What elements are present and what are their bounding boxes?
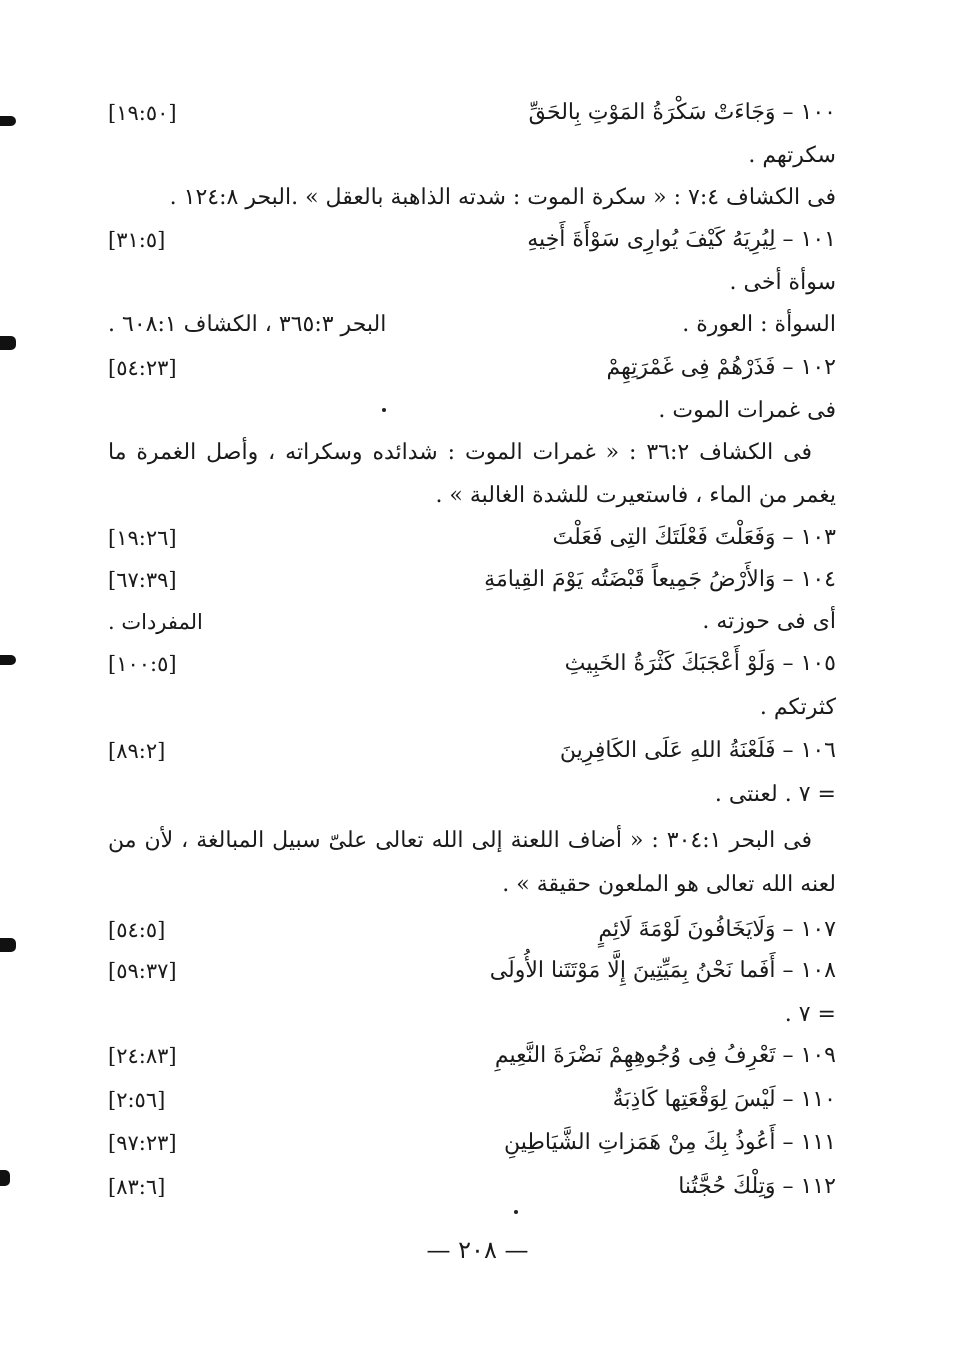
verse-line-109	[108, 1037, 836, 1075]
verse-line-100	[108, 94, 836, 132]
page-number: — ٢٠٨ —	[426, 1236, 529, 1264]
verse-reference: [١٩:٥٠]	[108, 101, 177, 125]
verse-line-101	[108, 221, 836, 259]
verse-reference: [٨٩:٢]	[108, 739, 166, 763]
gloss-text: فى غمرات الموت .	[658, 398, 836, 423]
commentary-sources: البحر ٣٦٥:٣ ، الكشاف ٦٠٨:١ .	[108, 312, 387, 337]
verse-reference: [٦٧:٣٩]	[108, 568, 177, 592]
gloss-text: = ٧ .	[784, 1002, 836, 1027]
verse-line-112	[108, 1168, 836, 1206]
verse-text: ١٠٤ – وَالأَرْضُ جَمِيعاً قَبْضَتُه يَوْمَ القِيامَةِ	[484, 567, 836, 592]
verse-reference: [٨٣:٦]	[108, 1175, 166, 1199]
verse-reference: [٥٤:٢٣]	[108, 356, 177, 380]
verse-line-108	[108, 952, 836, 990]
verse-reference: [٢:٥٦]	[108, 1088, 166, 1112]
gloss-line	[108, 689, 836, 727]
scan-edge-mark	[0, 336, 16, 350]
commentary-text: فى البحر ٣٠٤:١ : « أضاف اللعنة إلى الله تعالى علىّ سبيل المبالغة ، لأن من	[108, 828, 813, 853]
gloss-text: سوأة أخى .	[729, 270, 836, 295]
verse-line-102	[108, 349, 836, 387]
verse-text: ١٠٦ – فَلَعْنَةُ اللهِ عَلَى الكَافِرِينَ	[559, 738, 836, 763]
verse-line-105	[108, 645, 836, 683]
verse-line-111	[108, 1124, 836, 1162]
commentary-text: السوأة : العورة .	[682, 312, 836, 337]
verse-reference: [٣١:٥]	[108, 228, 166, 252]
verse-reference: [٢٤:٨٣]	[108, 1044, 177, 1068]
scan-edge-mark	[0, 116, 16, 126]
commentary-text: فى الكشاف ٧:٤ : « سكرة الموت : شدته الذاهبة بالعقل » .البحر ١٢٤:٨ .	[169, 185, 836, 210]
gloss-line	[108, 392, 836, 430]
commentary-line	[108, 822, 836, 860]
scan-edge-mark	[0, 938, 16, 952]
gloss-text: أى فى حوزته .	[702, 609, 836, 634]
commentary-line	[108, 477, 836, 515]
commentary-line	[108, 866, 836, 904]
verse-reference: [٥٩:٣٧]	[108, 959, 177, 983]
commentary-text: لعنه الله تعالى هو الملعون حقيقة » .	[502, 872, 836, 897]
verse-text: ١١١ – أَعُوذُ بِكَ مِنْ هَمَزاتِ الشَّيَاطِينِ	[504, 1130, 836, 1155]
scan-speck	[514, 1210, 518, 1214]
verse-text: ١١٢ – وَتِلْكَ حُجَّتُنا	[678, 1174, 836, 1199]
gloss-line	[108, 776, 836, 814]
verse-text: ١٠٧ – وَلَايَخَافُونَ لَوْمَةَ لَائِمٍ	[598, 917, 836, 942]
gloss-line	[108, 264, 836, 302]
verse-line-103	[108, 519, 836, 557]
verse-text: ١٠٣ – وَفَعَلْتَ فَعْلَتَكَ التِى فَعَلْتَ	[552, 525, 836, 550]
verse-line-104	[108, 561, 836, 599]
verse-reference: [٩٧:٢٣]	[108, 1131, 177, 1155]
gloss-line	[108, 603, 836, 641]
commentary-line	[108, 434, 836, 472]
scan-speck	[382, 408, 386, 412]
verse-text: ١٠٨ – أَفَما نَحْنُ بِمَيِّتِينَ إِلَّا مَوْتَتَنا الأُولَى	[489, 958, 836, 983]
scan-edge-mark	[0, 1170, 10, 1186]
verse-text: ١٠٥ – وَلَوْ أَعْجَبَكَ كَثْرَةُ الخَبِيثِ	[564, 651, 836, 676]
verse-line-106	[108, 732, 836, 770]
commentary-line	[108, 179, 860, 217]
gloss-line	[108, 996, 836, 1034]
verse-reference: [٥٤:٥]	[108, 918, 166, 942]
gloss-text: كثرتكم .	[759, 695, 836, 720]
gloss-text: سكرتهم .	[748, 143, 836, 168]
gloss-source: المفردات .	[108, 610, 203, 634]
scan-edge-mark	[0, 655, 16, 665]
verse-line-107	[108, 911, 836, 949]
verse-text: ١٠٢ – فَذَرْهُمْ فِى غَمْرَتِهِمْ	[606, 355, 836, 380]
verse-line-110	[108, 1081, 836, 1119]
verse-reference: [١٠٠:٥]	[108, 652, 177, 676]
verse-reference: [١٩:٢٦]	[108, 526, 177, 550]
verse-text: ١١٠ – لَيْسَ لِوَقْعَتِها كَاذِبَةٌ	[612, 1087, 836, 1112]
commentary-line	[108, 306, 836, 344]
gloss-text: = ٧ . لعنتى .	[714, 782, 836, 807]
verse-text: ١٠٩ – تَعْرِفُ فِى وُجُوهِهِمْ نَضْرَةَ النَّعِيمِ	[494, 1043, 836, 1068]
commentary-text: يغمر من الماء ، فاستعيرت للشدة الغالبة » .	[435, 483, 836, 508]
gloss-line	[108, 137, 836, 175]
commentary-text: فى الكشاف ٣٦:٢ : « غمرات الموت : شدائده وسكراته ، وأصل الغمرة ما	[108, 440, 812, 465]
verse-text: ١٠٠ – وَجَاءَتْ سَكْرَةُ المَوْتِ بِالحَقِّ	[528, 100, 836, 125]
verse-text: ١٠١ – لِيُرِيَهُ كَيْفَ يُوارِى سَوْأَةَ أَخِيهِ	[527, 227, 836, 252]
